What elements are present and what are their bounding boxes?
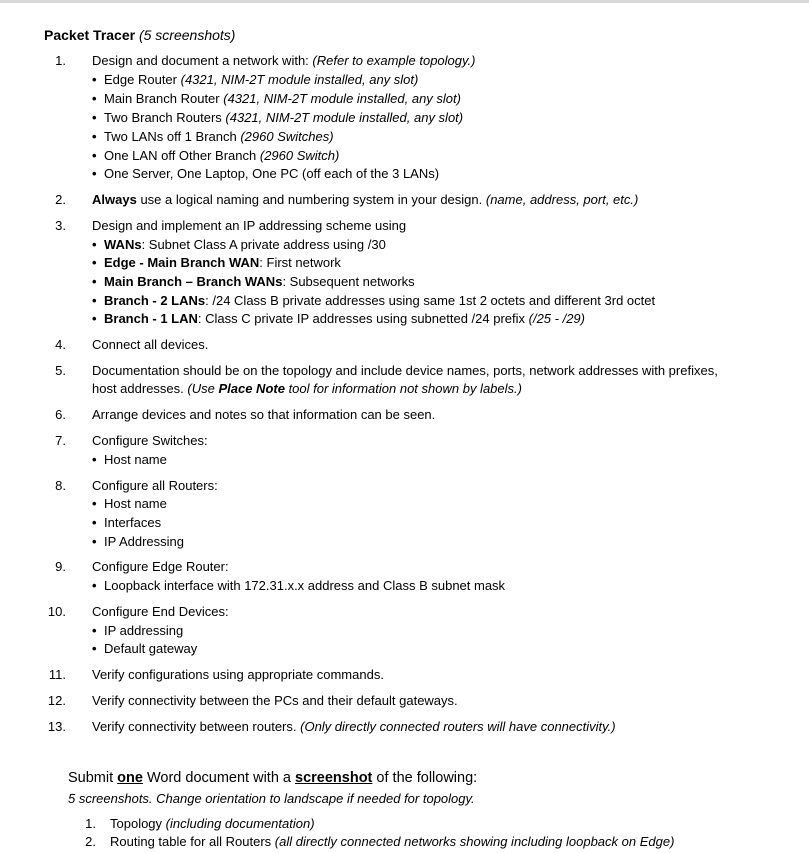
- text-line: Arrange devices and notes so that information can be seen.: [92, 407, 436, 422]
- text-line: 13.: [47, 719, 66, 734]
- list-item: • IP Addressing: [92, 533, 184, 551]
- text-line: 3.: [55, 218, 66, 233]
- list-item: • Host name: [92, 495, 167, 513]
- text-line: Configure all Routers:: [92, 478, 218, 493]
- list-item: • Branch - 1 LAN: Class C private IP addresses using subnetted /24 prefix (/25 - /29): [92, 310, 585, 328]
- text-line: Design and document a network with: (Refer to example topology.): [92, 53, 476, 68]
- page-title: Packet Tracer (5 screenshots): [44, 27, 236, 43]
- list-item: • Edge - Main Branch WAN: First network: [92, 254, 341, 272]
- text-line: 9.: [55, 559, 66, 574]
- text-line: 1.: [85, 816, 96, 831]
- submit-subtitle: 5 screenshots. Change orientation to landscape if needed for topology.: [68, 791, 475, 806]
- text-line: Configure End Devices:: [92, 604, 229, 619]
- list-item: • WANs: Subnet Class A private address using /30: [92, 236, 386, 254]
- text-line: Topology (including documentation): [110, 816, 315, 831]
- list-item: • Loopback interface with 172.31.x.x address and Class B subnet mask: [92, 577, 505, 595]
- list-item: • IP addressing: [92, 622, 183, 640]
- list-item: • Branch - 2 LANs: /24 Class B private addresses using same 1st 2 octets and different 3rd octet: [92, 292, 655, 310]
- list-item: • One Server, One Laptop, One PC (off each of the 3 LANs): [92, 165, 439, 183]
- text-line: Verify connectivity between the PCs and their default gateways.: [92, 693, 458, 708]
- text-line: 10.: [47, 604, 66, 619]
- text-line: 8.: [55, 478, 66, 493]
- text-line: Verify configurations using appropriate commands.: [92, 667, 384, 682]
- text-line: 12.: [47, 693, 66, 708]
- list-item: • Two Branch Routers (4321, NIM-2T module installed, any slot): [92, 109, 463, 127]
- text-line: 2.: [55, 192, 66, 207]
- list-item: • Two LANs off 1 Branch (2960 Switches): [92, 128, 334, 146]
- list-item: • Main Branch – Branch WANs: Subsequent networks: [92, 273, 415, 291]
- text-line: 4.: [55, 337, 66, 352]
- text-line: 6.: [55, 407, 66, 422]
- submit-instructions: Submit one Word document with a screenshot of the following:: [68, 770, 478, 786]
- list-item: • Default gateway: [92, 640, 197, 658]
- text-line: 7.: [55, 433, 66, 448]
- list-item: • Interfaces: [92, 514, 161, 532]
- text-line: Always use a logical naming and numbering system in your design. (name, address, port, etc.): [92, 192, 639, 207]
- text-line: Configure Edge Router:: [92, 559, 229, 574]
- text-line: host addresses. (Use Place Note tool for information not shown by labels.): [92, 381, 522, 396]
- list-item: • Main Branch Router (4321, NIM-2T module installed, any slot): [92, 90, 461, 108]
- text-line: Design and implement an IP addressing scheme using: [92, 218, 407, 233]
- text-line: Routing table for all Routers (all directly connected networks showing including loopback on Edge): [110, 834, 675, 849]
- list-item: • One LAN off Other Branch (2960 Switch): [92, 147, 339, 165]
- text-line: Connect all devices.: [92, 337, 209, 352]
- text-line: 5.: [55, 363, 66, 378]
- text-line: Verify connectivity between routers. (Only directly connected routers will have connectivity.): [92, 719, 616, 734]
- text-line: 1.: [55, 53, 66, 68]
- top-border: [0, 0, 809, 3]
- list-item: • Host name: [92, 451, 167, 469]
- text-line: Documentation should be on the topology and include device names, ports, network addresses with prefixes,: [92, 363, 718, 378]
- text-line: 2.: [85, 834, 96, 849]
- text-line: 11.: [48, 667, 66, 682]
- list-item: • Edge Router (4321, NIM-2T module installed, any slot): [92, 71, 418, 89]
- text-line: Configure Switches:: [92, 433, 208, 448]
